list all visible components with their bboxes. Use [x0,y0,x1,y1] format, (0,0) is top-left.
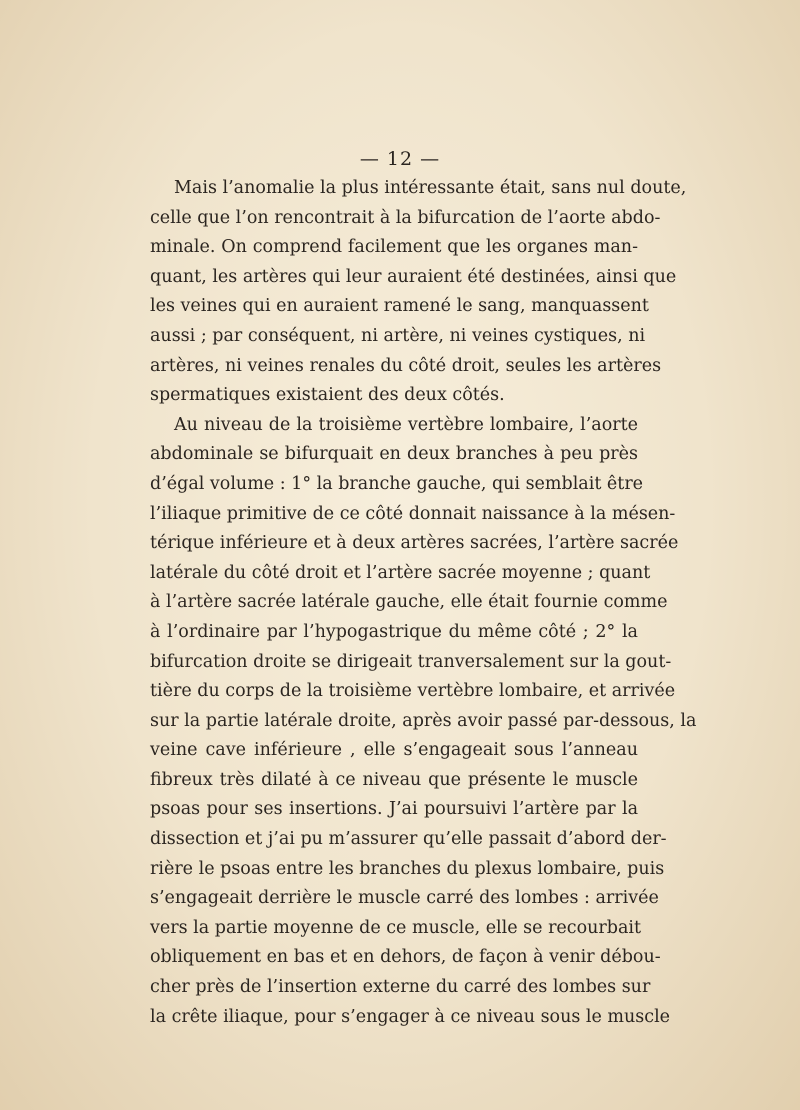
text-line: psoas pour ses insertions. J’ai poursuivi l’artère par la [150,799,638,820]
text-line: cher près de l’insertion externe du carré des lombes sur [150,977,651,998]
text-line: Au niveau de la troisième vertèbre lombaire, l’aorte [174,414,638,435]
text-line: quant, les artères qui leur auraient été destinées, ainsi que [150,266,677,287]
text-line: obliquement en bas et en dehors, de façon à venir débou- [150,947,661,968]
text-line: à l’artère sacrée latérale gauche, elle était fournie comme [150,592,668,613]
text-line: fibreux très dilaté à ce niveau que présente le muscle [150,769,638,790]
text-line: les veines qui en auraient ramené le sang, manquassent [150,296,649,317]
text-line: veine cave inférieure , elle s’engageait sous l’anneau [150,740,638,761]
text-line: la crête iliaque, pour s’engager à ce niveau sous le muscle [150,1006,671,1027]
text-line: aussi ; par conséquent, ni artère, ni veines cystiques, ni [150,325,646,346]
text-line: celle que l’on rencontrait à la bifurcation de l’aorte abdo- [150,207,661,228]
text-line: tière du corps de la troisième vertèbre lombaire, et arrivée [150,681,676,702]
text-line: Mais l’anomalie la plus intéressante était, sans nul doute, [174,178,687,198]
page-number: — 12 — [359,148,441,170]
body-text [150,174,697,1032]
text-line: minale. On comprend facilement que les organes man- [150,237,638,258]
text-line: abdominale se bifurquait en deux branches à peu près [150,444,638,465]
text-line: vers la partie moyenne de ce muscle, elle se recourbait [150,917,642,938]
text-line: d’égal volume : 1° la branche gauche, qui semblait être [150,473,644,494]
text-line: spermatiques existaient des deux côtés. [150,385,505,406]
text-line: sur la partie latérale droite, après avoir passé par-dessous, la [150,710,697,731]
text-line: rière le psoas entre les branches du plexus lombaire, puis [150,858,665,879]
text-line: s’engageait derrière le muscle carré des lombes : arrivée [150,888,659,909]
text-line: latérale du côté droit et l’artère sacrée moyenne ; quant [150,562,651,583]
text-line: artères, ni veines renales du côté droit, seules les artères [150,355,662,376]
text-line: dissection et j’ai pu m’assurer qu’elle passait d’abord der- [150,829,667,850]
text-line: l’iliaque primitive de ce côté donnait naissance à la mésen- [150,503,676,524]
text-line: térique inférieure et à deux artères sacrées, l’artère sacrée [150,533,679,554]
text-line: à l’ordinaire par l’hypogastrique du même côté ; 2° la [150,621,638,642]
text-line: bifurcation droite se dirigeait tranversalement sur la gout- [150,651,672,672]
